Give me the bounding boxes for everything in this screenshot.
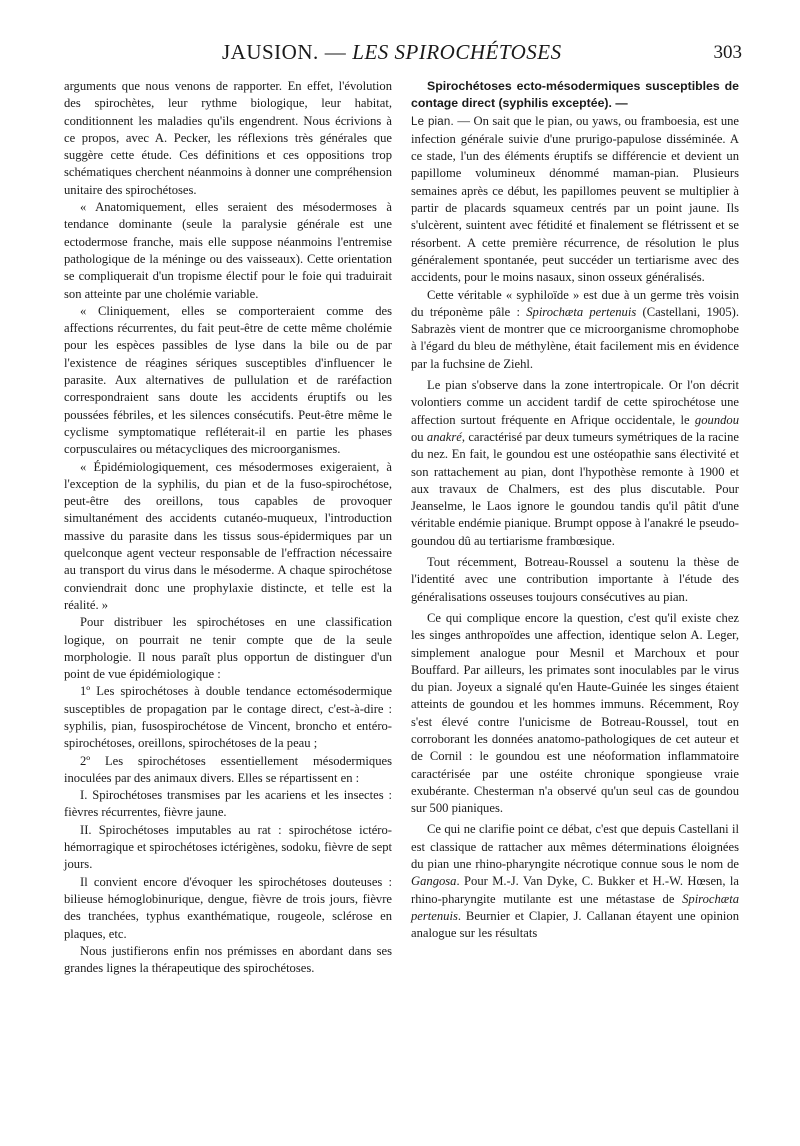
species-name: Spirochæta pertenuis — [411, 891, 739, 923]
text-run: Cette véritable « syphiloïde » est due à un germe très voisin du tréponème pâle : — [411, 287, 739, 319]
paragraph — [411, 287, 739, 373]
text-run: . Pour M.-J. Van Dyke, C. Bukker et H.-W. Hœsen, la rhino-pharyngite mutilante est une métastase de — [411, 874, 739, 906]
paragraph: I. Spirochétoses transmises par les acariens et les insectes : fièvres récurrentes, fièvre jaune. — [64, 788, 392, 820]
text-run: Le pian s'observe dans la zone intertropicale. Or l'on décrit volontiers comme un accident tardif de cette spirochétose une affection surtout fréquente en Afrique occidentale, le — [411, 378, 739, 427]
text-run: , caractérisé par deux tumeurs symétriques de la racine du nez. En fait, le goundou est une ostéopathie sans électivité et son rattachement au pian, dont l'hypothèse remonte à 1900 et aux travaux de Chalmers, est des plus discutable. Pour Jeanselme, le Laos ignore le goundou tandis qu'il pâtit d'une véritable endémie pianique. Brumpt oppose à l'anakré le pseudo-goundou dû au tertiarisme frambœsique. — [411, 429, 740, 548]
paragraph: Nous justifierons enfin nos prémisses en abordant dans ses grandes lignes la thérapeutique des spirochétoses. — [64, 943, 392, 976]
species-name: Spirochæta pertenuis — [526, 304, 637, 319]
header-author: JAUSION. — [222, 40, 319, 64]
paragraph: II. Spirochétoses imputables au rat : spirochétose ictéro-hémorragique et spirochétoses ictérigènes, sodoku, fièvre de sept jours. — [64, 822, 392, 872]
paragraph: Pour distribuer les spirochétoses en une classification logique, on pourrait ne tenir compte que de la seule morphologie. Il nous paraît plus opportun de distinguer d'un point de vue épidémiologique : — [64, 615, 392, 682]
subsection-lead: Le pian. — [411, 115, 454, 128]
text-run: ou — [411, 429, 427, 444]
paragraph: 2º Les spirochétoses essentiellement mésodermiques inoculées par des animaux divers. Elles se répartissent en : — [64, 753, 392, 785]
header-short-title: LES SPIROCHÉTOSES — [352, 40, 562, 64]
paragraph-text: On sait que le pian, ou yaws, ou framboesia, est une infection générale suivie d'une prurigo-papulose disséminée. A ce stade, l'un des éléments éruptifs se différencie et devient un papillome volumineux dénommé maman-pian. Plusieurs semaines après ce début, les papillomes peuvent se multiplier à partir de placards squameux centrés par un point jaune. Ils s'ulcèrent, suintent avec fétidité et finalement se flétrissent et se résorbent. A cette première récurrence, de résolution le plus généralement spontanée, peut succéder un tertiarisme avec des accidents, pour le moins nasaux, sinon osseux généralisés. — [411, 113, 739, 285]
paragraph-pian-intro — [411, 78, 739, 287]
running-title — [222, 40, 562, 65]
paragraph: arguments que nous venons de rapporter. En effet, l'évolution des spirochètes, leur rythme biologique, leur habitat, conditionnent les maladies qu'ils engendrent. Nous écrivions à ce propos, avec A. Pecker, les réflexions très générales que suggère cette étude. Ces définitions et ces oppositions trop schématiques cherchent néanmoins à donner une compréhension unitaire des spirochétoses. — [64, 79, 392, 197]
italic-term: anakré — [426, 429, 462, 444]
lead-dash: — — [453, 113, 474, 128]
paragraph: « Anatomiquement, elles seraient des mésodermoses à tendance dominante (seule la paralysie générale est une ectodermose franche, mais elle suppose néanmoins l'entremise pathologique de la méninge ou des vaisseaux). Cette orientation se compliquerait d'un tropisme électif pour le foie qui traduirait son atteinte par une cholémie variable. — [64, 200, 392, 301]
left-column — [64, 78, 392, 977]
paragraph: Il convient encore d'évoquer les spirochétoses douteuses : bilieuse hémoglobinurique, dengue, fièvre de trois jours, fièvre des tranchées, typhus exanthématique, rougeole, sclérose en plaques, etc. — [64, 874, 392, 941]
text-run: Ce qui ne clarifie point ce débat, c'est que depuis Castellani il est classique de rattacher aux mêmes déterminations éloignées du pian une rhino-pharyngite nécrotique connue sous le nom de — [411, 822, 739, 872]
italic-term: goundou — [694, 412, 739, 427]
paragraph — [411, 377, 739, 550]
text-run: . Beurnier et Clapier, J. Callanan étayent une opinion analogue sur les résultats — [411, 908, 739, 941]
running-header — [62, 40, 742, 72]
paragraph: Tout récemment, Botreau-Roussel a soutenu la thèse de l'identité avec une contribution importante à l'étude des généralisations osseuses toujours consécutives au pian. — [411, 555, 739, 604]
header-dash: — — [324, 40, 347, 64]
paragraph: Ce qui complique encore la question, c'est qu'il existe chez les singes anthropoïdes une affection, identique selon A. Leger, simplement analogue pour Mesnil et Marchoux et pour Bouffard. Par ailleurs, les primates sont inoculables par le virus du pian. Joyeux a signalé qu'en Haute-Guinée les singes étaient atteints de goundou et les hommes immuns. Récemment, Roy s'est élevé contre l'unicisme de Botreau-Roussel, tout en corroborant les données anatomo-pathologiques de cet auteur et de Cornil : le goundou est une néoformation inflammatoire caractérisée par une ostéite chronique spongieuse vraie exubérante. Chesterman n'a observé qu'un seul cas de goundou sur 500 pianiques. — [411, 610, 739, 816]
right-column — [411, 78, 739, 943]
paragraph: 1º Les spirochétoses à double tendance ectomésodermique susceptibles de propagation par le contage direct, c'est-à-dire : syphilis, pian, fusospirochétose de Vincent, broncho et entéro-spirochétoses, oreillons, spirochétoses de la peau ; — [64, 684, 392, 751]
section-heading: Spirochétoses ecto-mésodermiques susceptibles de contage direct (syphilis exceptée). — — [411, 79, 739, 111]
text-run: (Castellani, 1905). Sabrazès vient de montrer que ce microorganisme chromophobe à l'égard du bleu de méthylène, était facilement mis en évidence par la fuchsine de Ziehl. — [411, 304, 739, 371]
paragraph: « Cliniquement, elles se comporteraient comme des affections récurrentes, du fait peut-être de cette même cholémie pour les espèces passibles de lyse dans la bile ou de par l'existence de réagines sériques susceptibles d'influencer le parasite. Aux alternatives de pullulation et de raréfaction correspondraient sans doute les accidents éruptifs ou les poussées fébriles, et les silences consécutifs. Peut-être même le cyclisme symptomatique refléterait-il en partie les phases corpusculaires ou métacycliques des microorganismes. — [64, 303, 392, 457]
italic-term: Gangosa — [411, 874, 457, 889]
paragraph: « Épidémiologiquement, ces mésodermoses exigeraient, à l'exception de la syphilis, du pian et de la fuso-spirochétose, peut-être des oreillons, tous capables de provoquer simultanément des accidents cutanéo-muqueux, l'introduction massive du parasite dans les tissus sous-épidermiques par un quelconque agent vecteur responsable de l'effraction nécessaire au transport du virus dans le mésoderme. A chaque spirochétose conviendrait donc une prophylaxie distincte, et telle est la réalité. » — [64, 459, 392, 612]
page-number: 303 — [713, 42, 742, 63]
paragraph — [411, 821, 739, 942]
